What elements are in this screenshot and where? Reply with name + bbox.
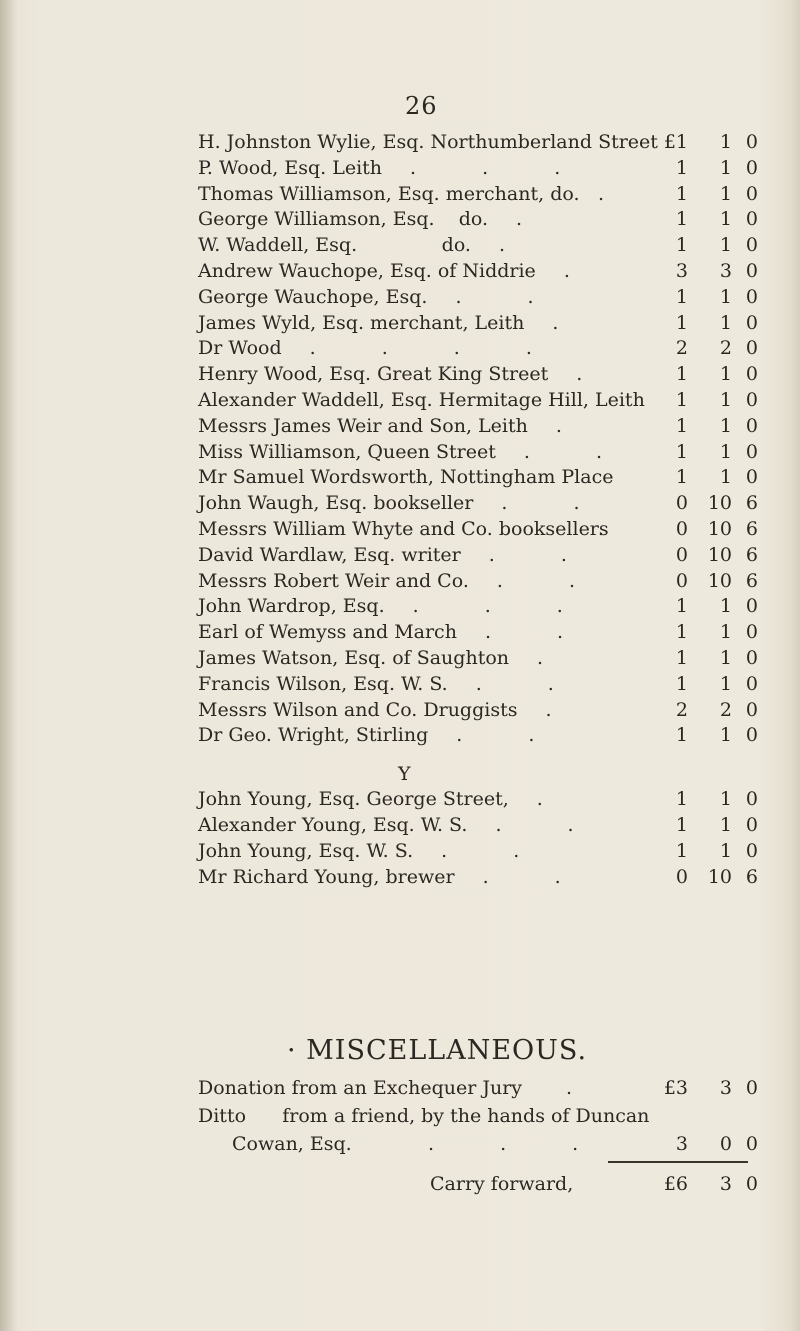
entry-pence: 0 — [745, 698, 758, 721]
entry-pence: 0 — [745, 595, 758, 618]
entry-shillings: 1 — [719, 414, 732, 437]
entry-pence: 0 — [745, 466, 758, 489]
list-item — [198, 517, 758, 543]
entry-pounds: 1 — [675, 724, 688, 747]
carry-shillings: 3 — [719, 1173, 732, 1195]
entry-pounds: 0 — [675, 492, 688, 515]
entry-name: Alexander Waddell, Esq. Hermitage Hill, Leith — [198, 388, 645, 411]
entry-pounds: 1 — [675, 595, 688, 618]
entry-shillings: 1 — [719, 595, 732, 618]
entry-name: James Wyld, Esq. merchant, Leith — [198, 311, 525, 334]
subscriber-list-w — [198, 130, 758, 890]
entry-name: Donation from an Exchequer Jury — [198, 1077, 523, 1099]
leader-dots: . . — [496, 569, 605, 592]
entry-pence: 0 — [745, 440, 758, 463]
entry-pounds: 1 — [675, 788, 688, 811]
entry-shillings: 1 — [719, 646, 732, 669]
list-item — [198, 130, 758, 156]
leader-dots: . — [576, 363, 613, 386]
entry-pence: 0 — [745, 131, 758, 153]
entry-name: Dr Geo. Wright, Stirling — [198, 724, 429, 747]
entry-shillings: 1 — [719, 182, 732, 205]
entry-pounds: £3 — [663, 1077, 688, 1099]
letter-heading-y-row — [198, 749, 758, 787]
entry-shillings: 10 — [707, 569, 732, 592]
leader-dots: . . — [501, 492, 610, 515]
list-item — [198, 723, 758, 749]
entry-pence: 6 — [745, 543, 758, 566]
leader-dots: . — [563, 259, 600, 282]
leader-dots: . . — [488, 543, 597, 566]
leader-dots: . . . — [412, 595, 593, 618]
list-item — [198, 311, 758, 337]
entry-pence: 0 — [745, 259, 758, 282]
list-item — [198, 440, 758, 466]
entry-shillings: 2 — [719, 337, 732, 360]
entry-shillings: 1 — [719, 285, 732, 308]
leader-dots: . — [516, 208, 553, 231]
leader-dots: . — [598, 517, 635, 540]
entry-pounds: 1 — [675, 156, 688, 179]
entry-shillings: 1 — [719, 208, 732, 231]
entry-name: David Wardlaw, Esq. writer — [198, 543, 461, 566]
entry-shillings: 1 — [719, 156, 732, 179]
entry-shillings: 1 — [719, 788, 732, 811]
entry-pounds: 2 — [675, 698, 688, 721]
leader-dots: . . — [441, 839, 550, 862]
entry-pounds: 1 — [675, 285, 688, 308]
entry-name: George Wauchope, Esq. — [198, 285, 428, 308]
entry-pence: 6 — [745, 517, 758, 540]
entry-name: Mr Samuel Wordsworth, Nottingham Place — [198, 466, 614, 489]
entry-shillings: 1 — [719, 724, 732, 747]
leader-dots: . — [566, 1077, 603, 1099]
entry-shillings: 1 — [719, 839, 732, 862]
entry-name: John Waugh, Esq. bookseller — [198, 492, 474, 515]
leader-dots: . . — [475, 672, 584, 695]
leader-dots: . . — [495, 813, 604, 836]
list-item — [198, 672, 758, 698]
entry-shillings: 3 — [719, 1077, 732, 1099]
entry-pounds: 0 — [675, 865, 688, 888]
list-item — [198, 259, 758, 285]
entry-pounds: £1 — [663, 131, 688, 153]
list-item — [198, 543, 758, 569]
list-item — [198, 336, 758, 362]
entry-shillings: 1 — [719, 466, 732, 489]
entry-pence: 0 — [745, 839, 758, 862]
entry-name: Earl of Wemyss and March — [198, 621, 457, 644]
entry-pounds: 1 — [675, 234, 688, 257]
leader-dots: . . . — [410, 156, 591, 179]
entry-pence: 0 — [745, 646, 758, 669]
entry-name: W. Waddell, Esq. do. — [198, 234, 471, 257]
entry-shillings: 1 — [719, 388, 732, 411]
entry-pounds: 1 — [675, 813, 688, 836]
entry-name: James Watson, Esq. of Saughton — [198, 646, 510, 669]
entry-shillings: 1 — [719, 363, 732, 386]
leader-dots: . . — [523, 440, 632, 463]
entry-pounds: 1 — [675, 621, 688, 644]
entry-shillings: 10 — [707, 492, 732, 515]
entry-pence: 0 — [745, 1133, 758, 1155]
entry-pounds: 2 — [675, 337, 688, 360]
entry-pence: 0 — [745, 208, 758, 231]
entry-shillings: 10 — [707, 543, 732, 566]
entry-name: Henry Wood, Esq. Great King Street — [198, 363, 549, 386]
entry-pence: 6 — [745, 569, 758, 592]
page-edge-shadow — [0, 0, 18, 1331]
entry-pounds: 3 — [675, 259, 688, 282]
list-item-ditto-continued — [198, 1130, 758, 1158]
list-item — [198, 207, 758, 233]
entry-pence: 0 — [745, 337, 758, 360]
list-item-ditto — [198, 1102, 758, 1130]
entry-shillings: 0 — [719, 1133, 732, 1155]
miscellaneous-heading: · MISCELLANEOUS. — [287, 1035, 588, 1066]
carry-pounds: £6 — [663, 1173, 688, 1195]
list-item — [198, 698, 758, 724]
entry-pounds: 3 — [675, 1133, 688, 1155]
entry-name: George Williamson, Esq. do. — [198, 208, 489, 231]
leader-dots: . . — [456, 724, 565, 747]
entry-shillings: 2 — [719, 698, 732, 721]
entry-pounds: 0 — [675, 569, 688, 592]
entry-pence: 0 — [745, 1077, 758, 1099]
entry-shillings: 1 — [719, 621, 732, 644]
entry-name: Messrs James Weir and Son, Leith — [198, 414, 528, 437]
entry-name: Thomas Williamson, Esq. merchant, do. — [198, 182, 580, 205]
entry-name: H. Johnston Wylie, Esq. Northumberland Street — [198, 131, 658, 153]
leader-dots: . . — [482, 865, 591, 888]
leader-dots: . . . — [428, 1133, 609, 1155]
entry-pounds: 0 — [675, 543, 688, 566]
entry-shillings: 1 — [719, 131, 732, 153]
list-item — [198, 865, 758, 891]
entry-pence: 6 — [745, 492, 758, 515]
entry-shillings: 10 — [707, 865, 732, 888]
entry-pounds: 1 — [675, 466, 688, 489]
entry-name: John Young, Esq. W. S. — [198, 839, 414, 862]
entry-name: Dr Wood — [198, 337, 282, 360]
entry-pence: 0 — [745, 234, 758, 257]
entry-name: P. Wood, Esq. Leith — [198, 156, 383, 179]
leader-dots: . . . . — [309, 337, 562, 360]
entry-pence: 0 — [745, 311, 758, 334]
entry-pence: 0 — [745, 388, 758, 411]
page-number: 26 — [405, 92, 438, 120]
entry-pounds: 1 — [675, 208, 688, 231]
entry-pounds: 1 — [675, 311, 688, 334]
list-item — [198, 156, 758, 182]
entry-pounds: 1 — [675, 388, 688, 411]
list-item — [198, 646, 758, 672]
list-item — [198, 182, 758, 208]
entry-pence: 0 — [745, 621, 758, 644]
leader-dots: . . — [484, 621, 594, 644]
list-item — [198, 388, 758, 414]
leader-dots: . — [555, 414, 592, 437]
entry-name: Miss Williamson, Queen Street — [198, 440, 496, 463]
list-item — [198, 362, 758, 388]
entry-pence: 0 — [745, 156, 758, 179]
entry-shillings: 1 — [719, 440, 732, 463]
entry-shillings: 1 — [719, 813, 732, 836]
entry-name: Ditto from a friend, by the hands of Duncan — [198, 1105, 650, 1127]
total-rule — [608, 1161, 748, 1163]
list-item — [198, 465, 758, 491]
entry-pence: 0 — [745, 672, 758, 695]
entry-pence: 0 — [745, 182, 758, 205]
list-item — [198, 233, 758, 259]
carry-forward-row — [198, 1170, 758, 1198]
leader-dots: . . — [455, 285, 564, 308]
leader-dots: . — [598, 182, 635, 205]
leader-dots: . — [537, 646, 574, 669]
miscellaneous-list — [198, 1074, 758, 1158]
leader-dots: . — [552, 311, 589, 334]
list-item — [198, 787, 758, 813]
entry-pounds: 1 — [675, 363, 688, 386]
entry-pounds: 1 — [675, 440, 688, 463]
entry-pounds: 0 — [675, 517, 688, 540]
list-item — [198, 414, 758, 440]
entry-pounds: 1 — [675, 672, 688, 695]
entry-name: John Wardrop, Esq. — [198, 595, 385, 618]
entry-name: Messrs Wilson and Co. Druggists — [198, 698, 518, 721]
entry-pence: 0 — [745, 363, 758, 386]
entry-shillings: 1 — [719, 234, 732, 257]
entry-pounds: 1 — [675, 839, 688, 862]
entry-pence: 0 — [745, 414, 758, 437]
list-item — [198, 569, 758, 595]
list-item — [198, 491, 758, 517]
list-item — [198, 620, 758, 646]
entry-shillings: 1 — [719, 672, 732, 695]
entry-name: Alexander Young, Esq. W. S. — [198, 813, 468, 836]
list-item — [198, 813, 758, 839]
entry-shillings: 10 — [707, 517, 732, 540]
list-item-donation — [198, 1074, 758, 1102]
entry-pounds: 1 — [675, 414, 688, 437]
entry-name: Cowan, Esq. — [232, 1133, 352, 1155]
entry-pence: 0 — [745, 285, 758, 308]
entry-pence: 6 — [745, 865, 758, 888]
list-item — [198, 285, 758, 311]
entry-name: Mr Richard Young, brewer — [198, 865, 455, 888]
entry-shillings: 3 — [719, 259, 732, 282]
entry-name: Messrs William Whyte and Co. booksellers — [198, 517, 609, 540]
carry-forward-label: Carry forward, — [430, 1173, 574, 1195]
entry-pence: 0 — [745, 724, 758, 747]
leader-dots: . — [536, 788, 573, 811]
entry-name: Francis Wilson, Esq. W. S. — [198, 672, 448, 695]
list-item — [198, 839, 758, 865]
entry-name: Messrs Robert Weir and Co. — [198, 569, 469, 592]
entry-pence: 0 — [745, 788, 758, 811]
list-item — [198, 594, 758, 620]
entry-pounds: 1 — [675, 646, 688, 669]
entry-pounds: 1 — [675, 182, 688, 205]
entry-pence: 0 — [745, 813, 758, 836]
entry-name: John Young, Esq. George Street, — [198, 788, 509, 811]
letter-heading-y: Y — [398, 763, 411, 786]
entry-shillings: 1 — [719, 311, 732, 334]
carry-pence: 0 — [745, 1173, 758, 1195]
entry-name: Andrew Wauchope, Esq. of Niddrie — [198, 259, 536, 282]
leader-dots: . — [545, 698, 582, 721]
leader-dots: . — [498, 234, 536, 257]
